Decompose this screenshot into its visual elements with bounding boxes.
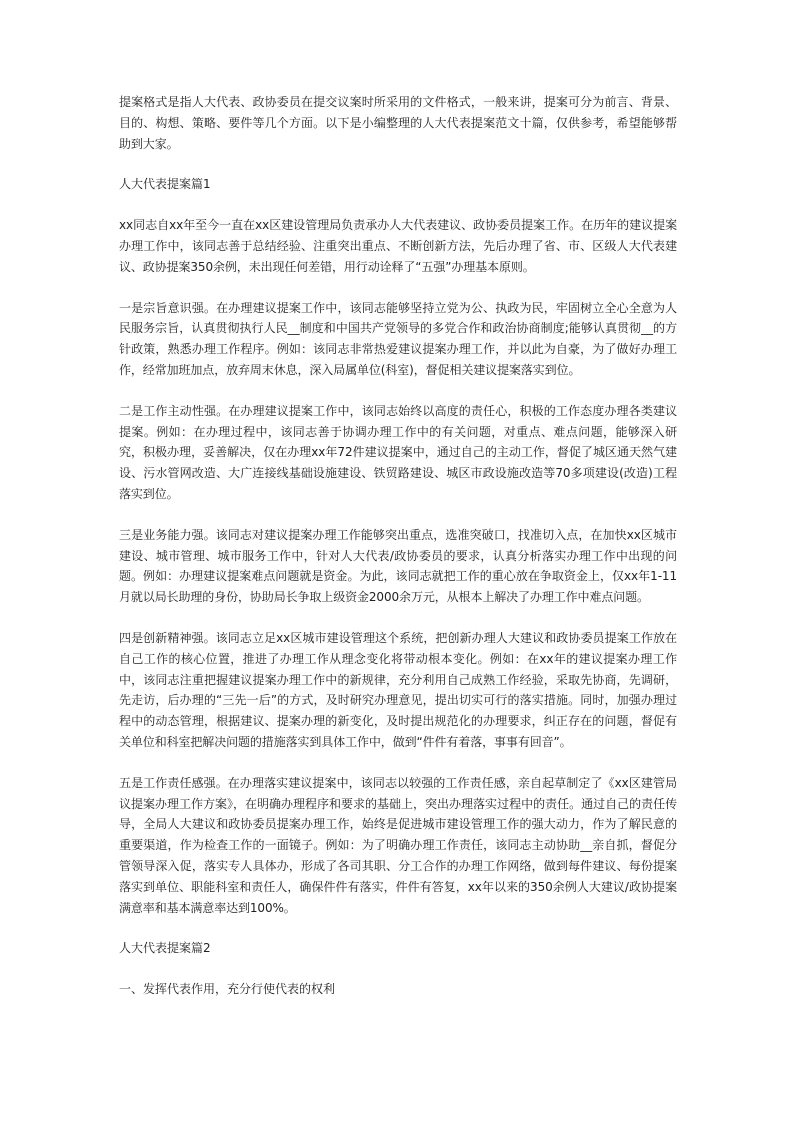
section-1-paragraph-5: 四是创新精神强。该同志立足xx区城市建设管理这个系统，把创新办理人大建议和政协委员提案工作放在自己工作的核心位置，推进了办理工作从理念变化将带动根本变化。例如：在xx年的建议提案办理工作中，该同志注重把握建议提案办理工作中的新规律，充分利用自己成熟工作经验，采取先协商，先调研，先走访，后办理的“三先一后”的方式，及时研究办理意见，提出切实可行的落实措施。同时，加强办理过程中的动态管理，根据建议、提案办理的新变化，及时提出规范化的办理要求，纠正存在的问题，督促有关单位和科室把解决问题的措施落实到具体工作中，做到“件件有着落，事事有回音”。: [119, 630, 677, 749]
section-1-paragraph-4: 三是业务能力强。该同志对建议提案办理工作能够突出重点，选准突破口，找准切入点，在加快xx区城市建设、城市管理、城市服务工作中，针对人大代表/政协委员的要求，认真分析落实办理工作中出现的问题。例如：办理建议提案难点问题就是资金。为此，该同志就把工作的重心放在争取资金上，仅xx年1-11月就以局长助理的身份，协助局长争取上级资金2000余万元，从根本上解决了办理工作中难点问题。: [119, 527, 677, 605]
intro-paragraph: 提案格式是指人大代表、政协委员在提交议案时所采用的文件格式，一般来讲，提案可分为前言、背景、目的、构想、策略、要件等几个方面。以下是小编整理的人大代表提案范文十篇，仅供参考，希望能够帮助到大家。: [119, 95, 677, 151]
section-1-paragraph-2: 一是宗旨意识强。在办理建议提案工作中，该同志能够坚持立党为公、执政为民，牢固树立全心全意为人民服务宗旨，认真贯彻执行人民__制度和中国共产党领导的多党合作和政治协商制度;能够认真贯彻__的方针政策，熟悉办理工作程序。例如：该同志非常热爱建议提案办理工作，并以此为自豪，为了做好办理工作，经常加班加点，放弃周末休息，深入局属单位(科室)，督促相关建议提案落实到位。: [119, 300, 677, 377]
section-1-paragraph-6: 五是工作责任感强。在办理落实建议提案中，该同志以较强的工作责任感，亲自起草制定了《xx区建管局议提案办理工作方案》，在明确办理程序和要求的基础上，突出办理落实过程中的责任。通过自己的责任传导，全局人大建议和政协委员提案办理工作，始终是促进城市建设管理工作的强大动力，作为了解民意的重要渠道，作为检查工作的一面镜子。例如：为了明确办理工作责任，该同志主动协助__亲自抓，督促分管领导深入促，落实专人具体办，形成了各司其职、分工合作的办理工作网络，做到每件建议、每份提案落实到单位、职能科室和责任人，确保件件有落实，件件有答复，xx年以来的350余例人大建议/政协提案满意率和基本满意率达到100%。: [119, 775, 677, 915]
section-1-paragraph-1: xx同志自xx年至今一直在xx区建设管理局负责承办人大代表建议、政协委员提案工作。在历年的建议提案办理工作中，该同志善于总结经验、注重突出重点、不断创新方法，先后办理了省、市、区级人大代表建议、政协提案350余例，未出现任何差错，用行动诠释了“五强”办理基本原则。: [119, 218, 677, 274]
section-1-title: 人大代表提案篇1: [119, 177, 211, 192]
section-1-paragraph-3: 二是工作主动性强。在办理建议提案工作中，该同志始终以高度的责任心，积极的工作态度办理各类建议提案。例如：在办理过程中，该同志善于协调办理工作中的有关问题，对重点、难点问题，能够深入研究，积极办理，妥善解决，仅在办理xx年72件建议提案中，通过自己的主动工作，督促了城区通天然气建设、污水管网改造、大广连接线基础设施建设、铁贸路建设、城区市政设施改造等70多项建设(改造)工程落实到位。: [119, 403, 677, 501]
section-2-paragraph-1: 一、发挥代表作用，充分行使代表的权利: [119, 982, 336, 997]
section-2-title: 人大代表提案篇2: [119, 941, 211, 956]
document-page: [119, 92, 677, 1020]
